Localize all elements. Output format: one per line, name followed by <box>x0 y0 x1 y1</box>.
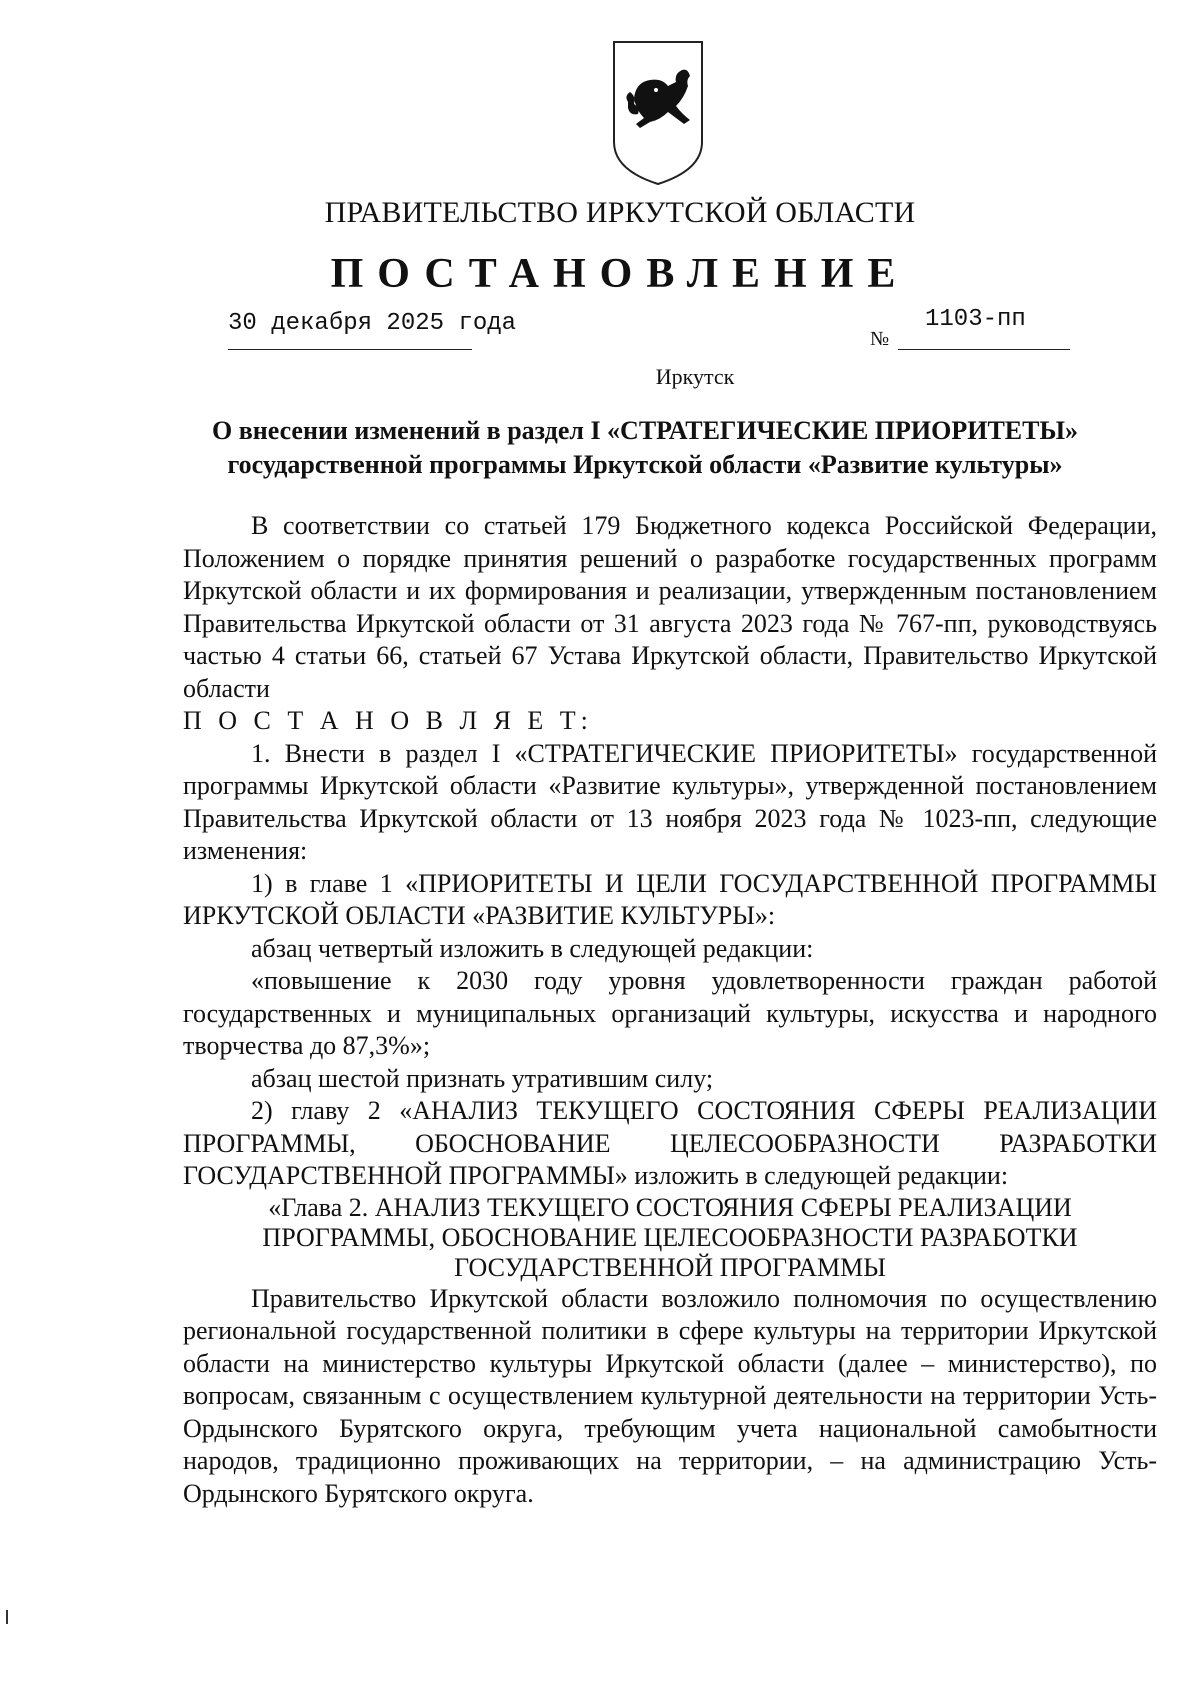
document-body <box>183 510 1157 1510</box>
resolve-word: П О С Т А Н О В Л Я Е Т: <box>183 706 593 735</box>
chapter-text-paragraph: Правительство Иркутской области возложило полномочия по осуществлению региональной государственной политики в сфере культуры на территории Иркутской области на министерство культуры Иркутской области (далее – министерство), по вопросам, связанным с осуществлением культурной деятельности на территории Усть-Ордынского Бурятского округа, требующим учета национальной самобытности народов, традиционно проживающих на территории, – на администрацию Усть-Ордынского Бурятского округа. <box>183 1283 1157 1508</box>
city: Иркутск <box>655 364 735 389</box>
subject-line-2: государственной программы Иркутской области «Развитие культуры» <box>227 450 1063 479</box>
subitem-2-paragraph: 2) главу 2 «АНАЛИЗ ТЕКУЩЕГО СОСТОЯНИЯ СФЕРЫ РЕАЛИЗАЦИИ ПРОГРАММЫ, ОБОСНОВАНИЕ ЦЕЛЕСООБРАЗНОСТИ РАЗРАБОТКИ ГОСУДАРСТВЕННОЙ ПРОГРАММЫ» изложить в следующей редакции: <box>183 1096 1157 1190</box>
subject-line-1: О внесении изменений в раздел I «СТРАТЕГИЧЕСКИЕ ПРИОРИТЕТЫ» <box>211 416 1079 445</box>
paragraph-six-instruction: абзац шестой признать утратившим силу; <box>251 1063 714 1093</box>
chapter-title-line-2: ПРОГРАММЫ, ОБОСНОВАНИЕ ЦЕЛЕСООБРАЗНОСТИ РАЗРАБОТКИ <box>262 1222 1078 1252</box>
subitem-1-paragraph: 1) в главе 1 «ПРИОРИТЕТЫ И ЦЕЛИ ГОСУДАРСТВЕННОЙ ПРОГРАММЫ ИРКУТСКОЙ ОБЛАСТИ «РАЗВИТИЕ КУЛЬТУРЫ»: <box>183 868 1157 930</box>
document-subject <box>150 414 1140 482</box>
chapter-title-line-3: ГОСУДАРСТВЕННОЙ ПРОГРАММЫ <box>454 1252 886 1282</box>
scan-margin-mark <box>6 1610 8 1624</box>
preamble-paragraph: В соответствии со статьей 179 Бюджетного кодекса Российской Федерации, Положением о порядке принятия решений о разработке государственных программ Иркутской области и их формирования и реализации, утвержденным постановлением Правительства Иркутской области от 31 августа 2023 года № 767-пп, руководствуясь частью 4 статьи 66, статьей 67 Устава Иркутской области, Правительство Иркутской области <box>183 511 1157 703</box>
chapter-title-line-1: «Глава 2. АНАЛИЗ ТЕКУЩЕГО СОСТОЯНИЯ СФЕРЫ РЕАЛИЗАЦИИ <box>268 1192 1072 1222</box>
document-type: ПОСТАНОВЛЕНИЕ <box>330 251 910 297</box>
coat-of-arms-emblem <box>610 38 706 188</box>
number-sign: № <box>870 328 890 350</box>
paragraph-four-instruction: абзац четвертый изложить в следующей редакции: <box>251 933 814 963</box>
number-underline <box>898 349 1070 350</box>
document-date: 30 декабря 2025 года <box>228 310 517 337</box>
item-1-paragraph: 1. Внести в раздел I «СТРАТЕГИЧЕСКИЕ ПРИОРИТЕТЫ» государственной программы Иркутской области «Развитие культуры», утвержденной постановлением Правительства Иркутской области от 13 ноября 2023 года № 1023-пп, следующие изменения: <box>183 738 1157 865</box>
quoted-amendment: «повышение к 2030 году уровня удовлетворенности граждан работой государственных и муниципальных организаций культуры, искусства и народного творчества до 87,3%»; <box>183 966 1157 1060</box>
document-number: 1103-пп <box>925 306 1026 333</box>
date-underline <box>228 349 472 350</box>
authority-name: ПРАВИТЕЛЬСТВО ИРКУТСКОЙ ОБЛАСТИ <box>324 196 916 229</box>
